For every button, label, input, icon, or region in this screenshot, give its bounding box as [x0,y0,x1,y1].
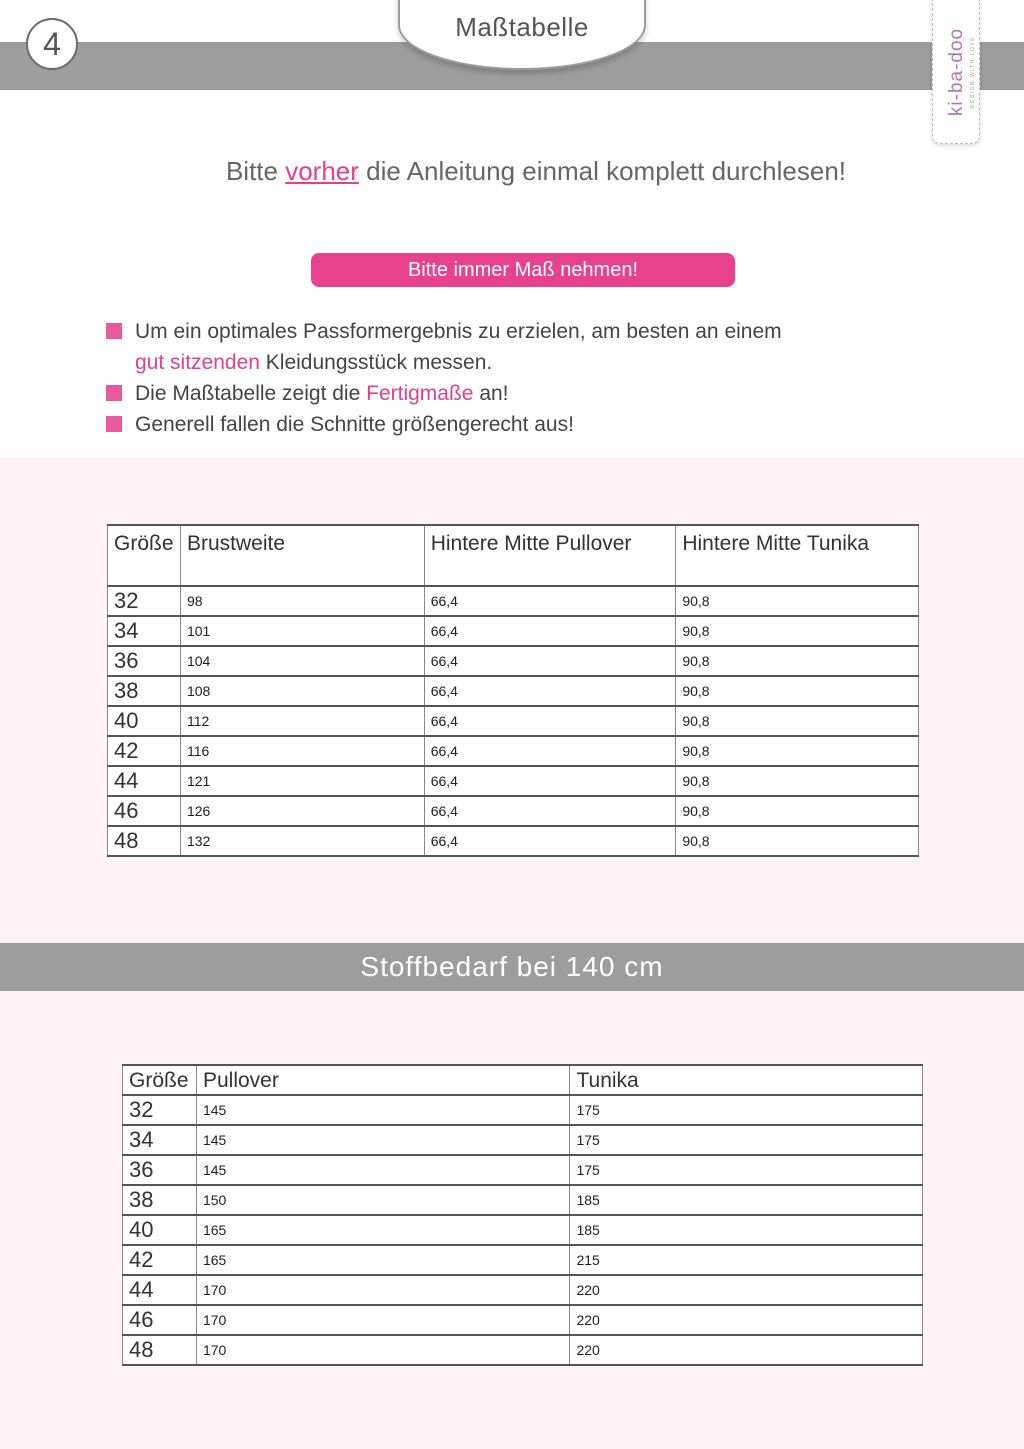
table-row [123,1215,923,1245]
value-cell: 90,8 [676,826,919,856]
table-row [108,766,919,796]
value-cell: 90,8 [676,736,919,766]
intro-highlight: vorher [285,156,359,186]
value-cell: 215 [570,1245,923,1275]
value-cell: 90,8 [676,586,919,616]
size-cell: 34 [108,616,181,646]
fabric-section-title: Stoffbedarf bei 140 cm [360,951,664,982]
table-row [108,676,919,706]
bullet-text: Kleidungsstück messen. [259,351,493,374]
size-cell: 38 [108,676,181,706]
table-row [108,646,919,676]
size-cell: 32 [123,1095,197,1125]
value-cell: 150 [196,1185,569,1215]
size-cell: 42 [108,736,181,766]
size-cell: 42 [123,1245,197,1275]
notice-banner [311,253,735,287]
column-header: Tunika [570,1065,923,1095]
bullet-list [106,316,866,440]
bullet-text: Die Maßtabelle zeigt die [135,382,367,405]
table-row [123,1125,923,1155]
table-header-row [123,1065,923,1095]
column-header: Pullover [196,1065,569,1095]
size-cell: 36 [123,1155,197,1185]
value-cell: 185 [570,1185,923,1215]
value-cell: 145 [196,1155,569,1185]
value-cell: 116 [180,736,424,766]
intro-text [0,156,1024,187]
intro-part2: die Anleitung einmal komplett durchlesen! [366,156,847,186]
value-cell: 220 [570,1335,923,1365]
table-row [108,616,919,646]
value-cell: 175 [570,1155,923,1185]
table-row [123,1245,923,1275]
size-cell: 46 [108,796,181,826]
pink-square-bullet-icon [106,385,122,401]
bullet-item [106,378,866,409]
value-cell: 90,8 [676,676,919,706]
value-cell: 90,8 [676,796,919,826]
value-cell: 90,8 [676,616,919,646]
value-cell: 175 [570,1125,923,1155]
value-cell: 132 [180,826,424,856]
size-cell: 44 [123,1275,197,1305]
value-cell: 121 [180,766,424,796]
bullet-highlight: gut sitzenden [135,351,260,374]
column-header: Brustweite [180,525,424,586]
value-cell: 66,4 [424,736,676,766]
table-row [108,826,919,856]
value-cell: 170 [196,1305,569,1335]
table-row [123,1275,923,1305]
value-cell: 165 [196,1215,569,1245]
value-cell: 220 [570,1275,923,1305]
value-cell: 165 [196,1245,569,1275]
page-number-badge [26,18,78,70]
size-cell: 46 [123,1305,197,1335]
value-cell: 66,4 [424,646,676,676]
fabric-section-band [0,943,1024,991]
logo: ki-ba-doo [946,27,967,117]
pink-square-bullet-icon [106,323,122,339]
table-row [123,1185,923,1215]
value-cell: 220 [570,1305,923,1335]
value-cell: 90,8 [676,706,919,736]
notice-banner-label: Bitte immer Maß nehmen! [407,258,639,281]
page-title: Maßtabelle [455,12,589,42]
table-row [108,586,919,616]
size-cell: 48 [123,1335,197,1365]
value-cell: 90,8 [676,646,919,676]
table-row [123,1305,923,1335]
size-cell: 40 [123,1215,197,1245]
table-row [108,736,919,766]
size-cell: 36 [108,646,181,676]
table-row [108,706,919,736]
intro-part1: Bitte [225,156,286,186]
value-cell: 66,4 [424,706,676,736]
size-cell: 48 [108,826,181,856]
value-cell: 145 [196,1095,569,1125]
size-cell: 32 [108,586,181,616]
bullet-highlight: Fertigmaße [366,382,474,405]
value-cell: 175 [570,1095,923,1125]
fabric-table [122,1064,923,1366]
table-row [123,1155,923,1185]
value-cell: 66,4 [424,826,676,856]
size-cell: 40 [108,706,181,736]
table-row [108,796,919,826]
size-cell: 38 [123,1185,197,1215]
bullet-item [106,409,866,440]
value-cell: 101 [180,616,424,646]
size-table [107,524,919,857]
bullet-continuation [106,347,866,378]
size-cell: 44 [108,766,181,796]
pink-square-bullet-icon [106,416,122,432]
size-cell: 34 [123,1125,197,1155]
value-cell: 170 [196,1335,569,1365]
column-header: Größe [108,525,181,586]
value-cell: 170 [196,1275,569,1305]
bullet-item [106,316,866,347]
value-cell: 90,8 [676,766,919,796]
page-number: 4 [43,25,61,62]
value-cell: 108 [180,676,424,706]
table-row [123,1335,923,1365]
value-cell: 66,4 [424,586,676,616]
value-cell: 112 [180,706,424,736]
column-header: Größe [123,1065,197,1095]
bullet-text: Um ein optimales Passformergebnis zu erzielen, am besten an einem [135,320,782,343]
value-cell: 126 [180,796,424,826]
value-cell: 145 [196,1125,569,1155]
value-cell: 185 [570,1215,923,1245]
value-cell: 66,4 [424,796,676,826]
table-row [123,1095,923,1125]
bullet-text: an! [473,382,509,405]
table-header-row [108,525,919,586]
column-header: Hintere Mitte Tunika [676,525,919,586]
bullet-text: Generell fallen die Schnitte größengerecht aus! [135,413,574,436]
value-cell: 66,4 [424,766,676,796]
value-cell: 66,4 [424,676,676,706]
value-cell: 104 [180,646,424,676]
logo-tagline: DESIGN WITH LOVE [970,35,976,109]
column-header: Hintere Mitte Pullover [424,525,676,586]
value-cell: 98 [180,586,424,616]
value-cell: 66,4 [424,616,676,646]
